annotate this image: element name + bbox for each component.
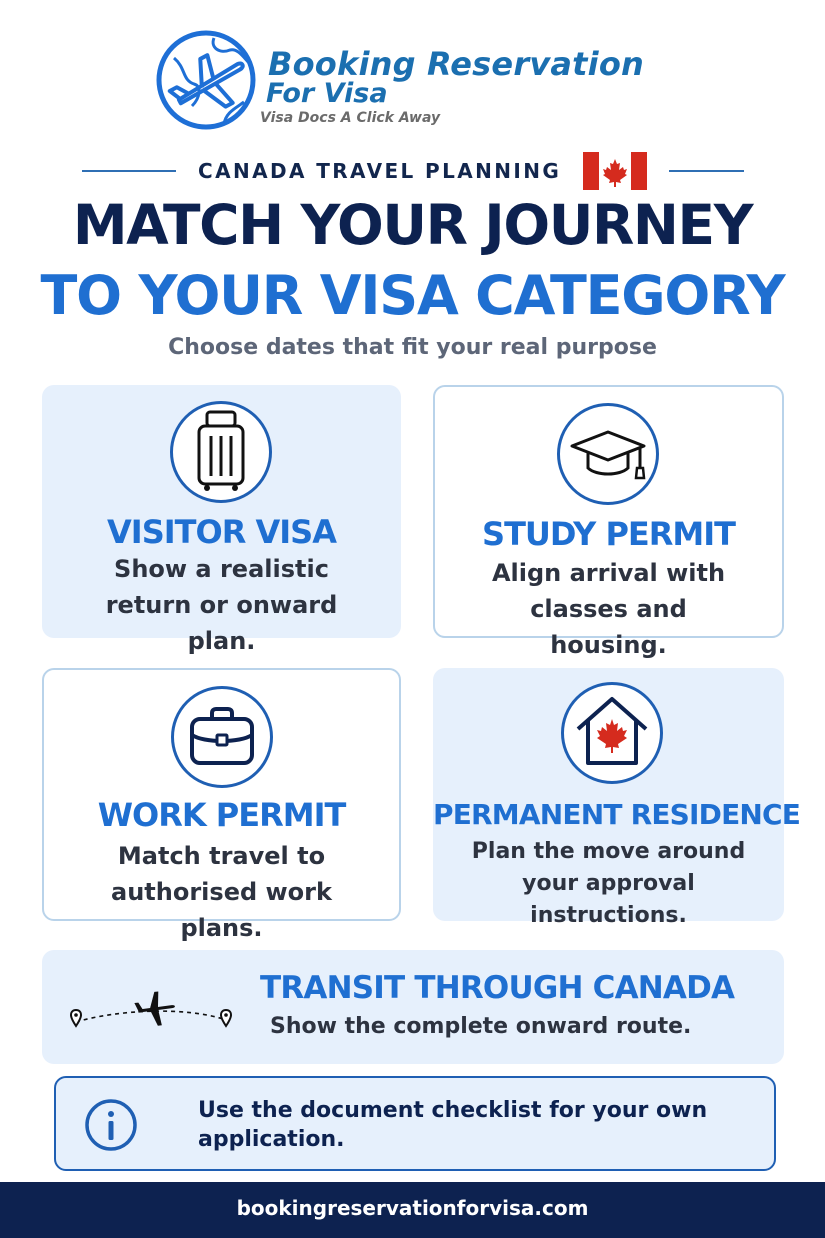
icon-circle (561, 682, 663, 784)
canada-flag-icon (583, 152, 647, 190)
card-title: WORK PERMIT (97, 796, 346, 834)
kicker-row (82, 150, 744, 192)
transit-text: Show the complete onward route. (270, 1014, 692, 1039)
card-visitor-visa (42, 385, 401, 655)
card-work-permit (42, 668, 401, 942)
suitcase-icon (173, 404, 269, 500)
card-text: Match travel to authorised work plans. (111, 842, 332, 942)
headline-line1: MATCH YOUR JOURNEY (72, 193, 753, 257)
icon-circle (170, 401, 272, 503)
info-icon (84, 1098, 138, 1152)
card-study-permit (433, 385, 784, 659)
brand-name-line1: Booking Reservation (268, 45, 645, 83)
card-title: STUDY PERMIT (482, 515, 735, 553)
subheadline: Choose dates that fit your real purpose (168, 335, 657, 360)
brand-name-line2: For Visa (266, 78, 388, 109)
card-title: VISITOR VISA (107, 513, 336, 551)
card-text: Plan the move around your approval instructions. (471, 839, 746, 928)
briefcase-icon (174, 689, 270, 785)
kicker-text: CANADA TRAVEL PLANNING (198, 159, 562, 183)
kicker-divider-right (669, 170, 744, 172)
brand-tagline: Visa Docs A Click Away (260, 110, 441, 126)
icon-circle (171, 686, 273, 788)
transit-title: TRANSIT THROUGH CANADA (260, 970, 735, 1006)
flight-route-icon (66, 984, 236, 1034)
notice-text: Use the document checklist for your own application. (198, 1098, 708, 1152)
card-permanent-residence (433, 668, 801, 928)
checklist-notice (54, 1076, 776, 1171)
brand-logo (154, 28, 645, 134)
footer-bar (0, 1182, 825, 1238)
card-title: PERMANENT RESIDENCE (433, 798, 801, 831)
globe-airplane-icon (154, 28, 258, 132)
icon-circle (557, 403, 659, 505)
kicker-divider-left (82, 170, 176, 172)
headline-line2: TO YOUR VISA CATEGORY (40, 264, 785, 327)
footer-website-link[interactable]: bookingreservationforvisa.com (236, 1196, 589, 1220)
card-text: Show a realistic return or onward plan. (105, 555, 338, 655)
card-text: Align arrival with classes and housing. (491, 559, 726, 659)
graduation-cap-icon (560, 406, 656, 502)
house-maple-leaf-icon (564, 685, 660, 781)
transit-banner (42, 950, 784, 1064)
